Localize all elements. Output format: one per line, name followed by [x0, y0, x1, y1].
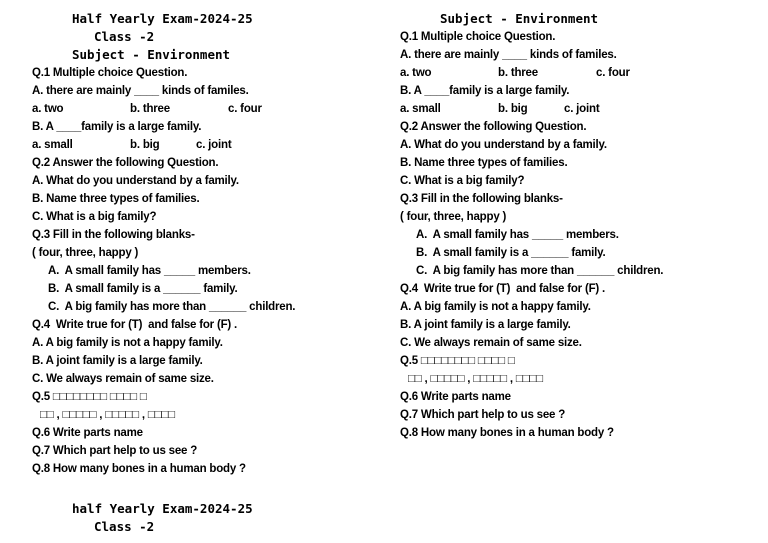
question-5: Q.5 □□□□□□□□ □□□□ □ [32, 391, 147, 403]
subject-heading: Subject - Environment [440, 11, 599, 26]
exam-title: Half Yearly Exam-2024-25 [72, 11, 253, 26]
question-6: Q.6 Write parts name [400, 391, 511, 403]
question-4b: B. A joint family is a large family. [400, 319, 571, 331]
question-7: Q.7 Which part help to us see ? [400, 409, 566, 421]
option: c. joint [196, 139, 232, 151]
question-4c: C. We always remain of same size. [32, 373, 214, 385]
question-3a: A. A small family has _____ members. [48, 265, 251, 277]
question-2c: C. What is a big family? [32, 211, 157, 223]
question-5-words: □□ , □□□□□ , □□□□□ , □□□□ [408, 373, 543, 385]
question-1b-options [32, 136, 382, 154]
question-2b: B. Name three types of families. [400, 157, 568, 169]
question-3c: C. A big family has more than ______ children. [416, 265, 664, 277]
question-2c: C. What is a big family? [400, 175, 525, 187]
question-2: Q.2 Answer the following Question. [32, 157, 219, 169]
option: c. four [596, 67, 630, 79]
subject-heading: Subject - Environment [72, 47, 231, 62]
footer-class-label: Class -2 [94, 519, 155, 534]
question-8: Q.8 How many bones in a human body ? [400, 427, 614, 439]
question-2: Q.2 Answer the following Question. [400, 121, 587, 133]
question-2b: B. Name three types of families. [32, 193, 200, 205]
question-4c: C. We always remain of same size. [400, 337, 582, 349]
option: a. two [400, 67, 432, 79]
option: a. two [32, 103, 64, 115]
question-1a-options [400, 64, 760, 82]
question-1a: A. there are mainly ____ kinds of familes. [32, 85, 249, 97]
question-4: Q.4 Write true for (T) and false for (F) . [32, 319, 238, 331]
question-3b: B. A small family is a ______ family. [48, 283, 238, 295]
question-3b: B. A small family is a ______ family. [416, 247, 606, 259]
option: b. three [498, 67, 538, 79]
question-1: Q.1 Multiple choice Question. [400, 31, 556, 43]
option: b. big [130, 139, 160, 151]
question-2a: A. What do you understand by a family. [32, 175, 239, 187]
class-label: Class -2 [94, 29, 155, 44]
question-2a: A. What do you understand by a family. [400, 139, 607, 151]
question-6: Q.6 Write parts name [32, 427, 143, 439]
question-4: Q.4 Write true for (T) and false for (F) . [400, 283, 606, 295]
option: b. big [498, 103, 528, 115]
question-3-word-bank: ( four, three, happy ) [32, 247, 139, 259]
question-1b: B. A ____family is a large family. [32, 121, 202, 133]
option: a. small [32, 139, 73, 151]
question-1: Q.1 Multiple choice Question. [32, 67, 188, 79]
question-3: Q.3 Fill in the following blanks- [400, 193, 563, 205]
right-column [400, 10, 760, 442]
question-7: Q.7 Which part help to us see ? [32, 445, 198, 457]
question-3a: A. A small family has _____ members. [416, 229, 619, 241]
question-4a: A. A big family is not a happy family. [32, 337, 223, 349]
question-5-words: □□ , □□□□□ , □□□□□ , □□□□ [40, 409, 175, 421]
question-1a: A. there are mainly ____ kinds of familes. [400, 49, 617, 61]
question-1b-options [400, 100, 760, 118]
question-3c: C. A big family has more than ______ children. [48, 301, 296, 313]
question-1b: B. A ____family is a large family. [400, 85, 570, 97]
question-4b: B. A joint family is a large family. [32, 355, 203, 367]
option: c. joint [564, 103, 600, 115]
option: b. three [130, 103, 170, 115]
question-1a-options [32, 100, 382, 118]
option: c. four [228, 103, 262, 115]
question-3: Q.3 Fill in the following blanks- [32, 229, 195, 241]
footer-exam-title: half Yearly Exam-2024-25 [72, 501, 253, 516]
question-8: Q.8 How many bones in a human body ? [32, 463, 246, 475]
question-3-word-bank: ( four, three, happy ) [400, 211, 507, 223]
question-4a: A. A big family is not a happy family. [400, 301, 591, 313]
question-5: Q.5 □□□□□□□□ □□□□ □ [400, 355, 515, 367]
option: a. small [400, 103, 441, 115]
left-column [32, 10, 382, 536]
